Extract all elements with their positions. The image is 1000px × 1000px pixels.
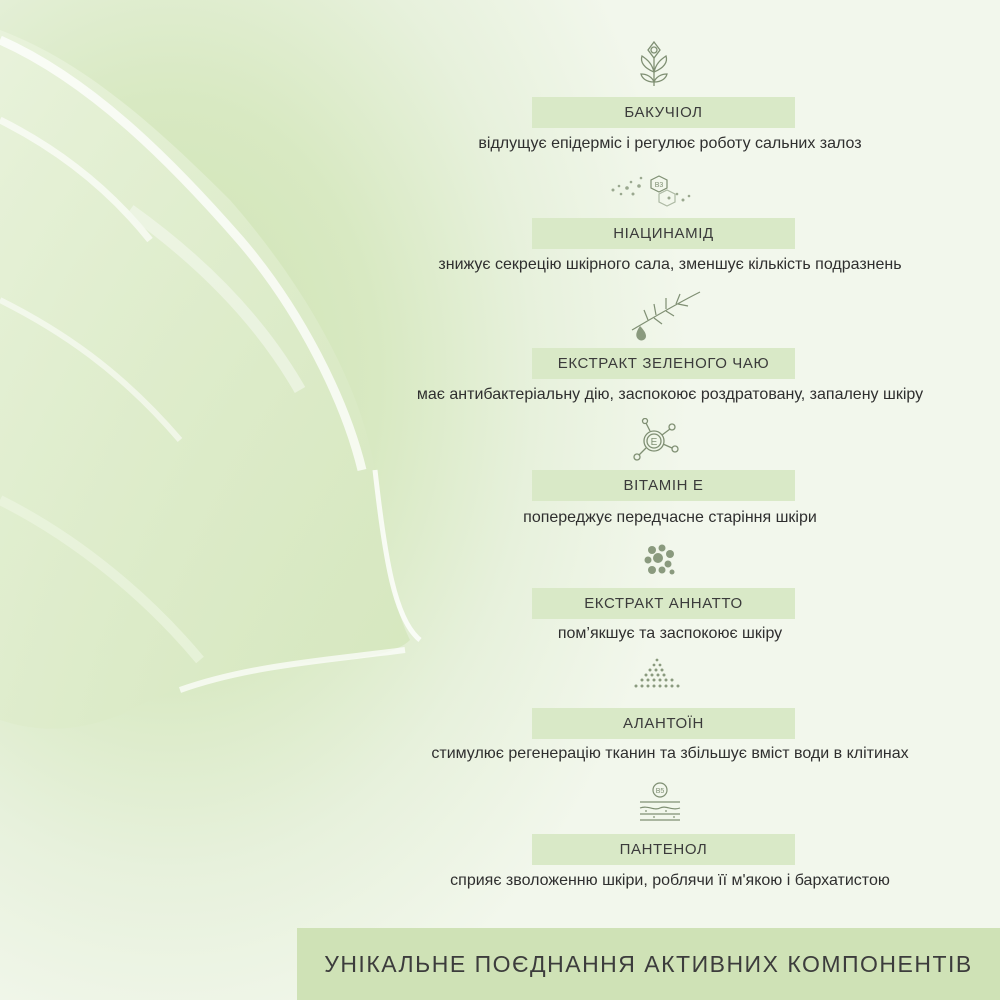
ingredient-label-niacinamide: НІАЦИНАМІД [532,218,795,249]
ingredient-description-bakuchiol: відлущує епідерміс і регулює роботу сальних залоз [478,135,862,152]
seeds-cluster-icon [640,540,680,580]
b5-skin-layers-icon [636,780,684,824]
ingredient-label-panthenol: ПАНТЕНОЛ [532,834,795,865]
ingredient-label-annatto: ЕКСТРАКТ АННАТТО [532,588,795,619]
ingredient-label-vitamin-e: ВІТАМІН Е [532,470,795,501]
ingredient-label-bakuchiol: БАКУЧІОЛ [532,97,795,128]
b3-molecule-icon [605,168,695,210]
banner-title: УНІКАЛЬНЕ ПОЄДНАННЯ АКТИВНИХ КОМПОНЕНТІВ [297,928,1000,1000]
tea-leaf-drop-icon [626,286,704,342]
ingredient-label-green-tea: ЕКСТРАКТ ЗЕЛЕНОГО ЧАЮ [532,348,795,379]
b3-icon-text: B3 [654,182,664,189]
vitamin-e-molecule-icon [632,418,682,464]
ingredient-description-allantoin: стимулює регенерацію тканин та збільшує вміст води в клітинах [431,745,909,762]
ingredient-label-allantoin: АЛАНТОЇН [532,708,795,739]
powder-pile-icon [630,656,684,692]
vitamin-e-icon-text: E [650,437,658,448]
ingredient-description-panthenol: сприяє зволоженню шкіри, роблячи її м'якою і бархатистою [450,872,890,889]
plant-leaf-icon [630,38,678,88]
ingredient-description-annatto: пом’якшує та заспокоює шкіру [557,625,783,642]
ingredient-description-green-tea: має антибактеріальну дію, заспокоює роздратовану, запалену шкіру [416,386,924,403]
b5-icon-text: B5 [655,788,665,795]
ingredient-description-vitamin-e: попереджує передчасне старіння шкіри [523,509,817,526]
ingredient-description-niacinamide: знижує секрецію шкірного сала, зменшує кількість подразнень [438,256,902,273]
